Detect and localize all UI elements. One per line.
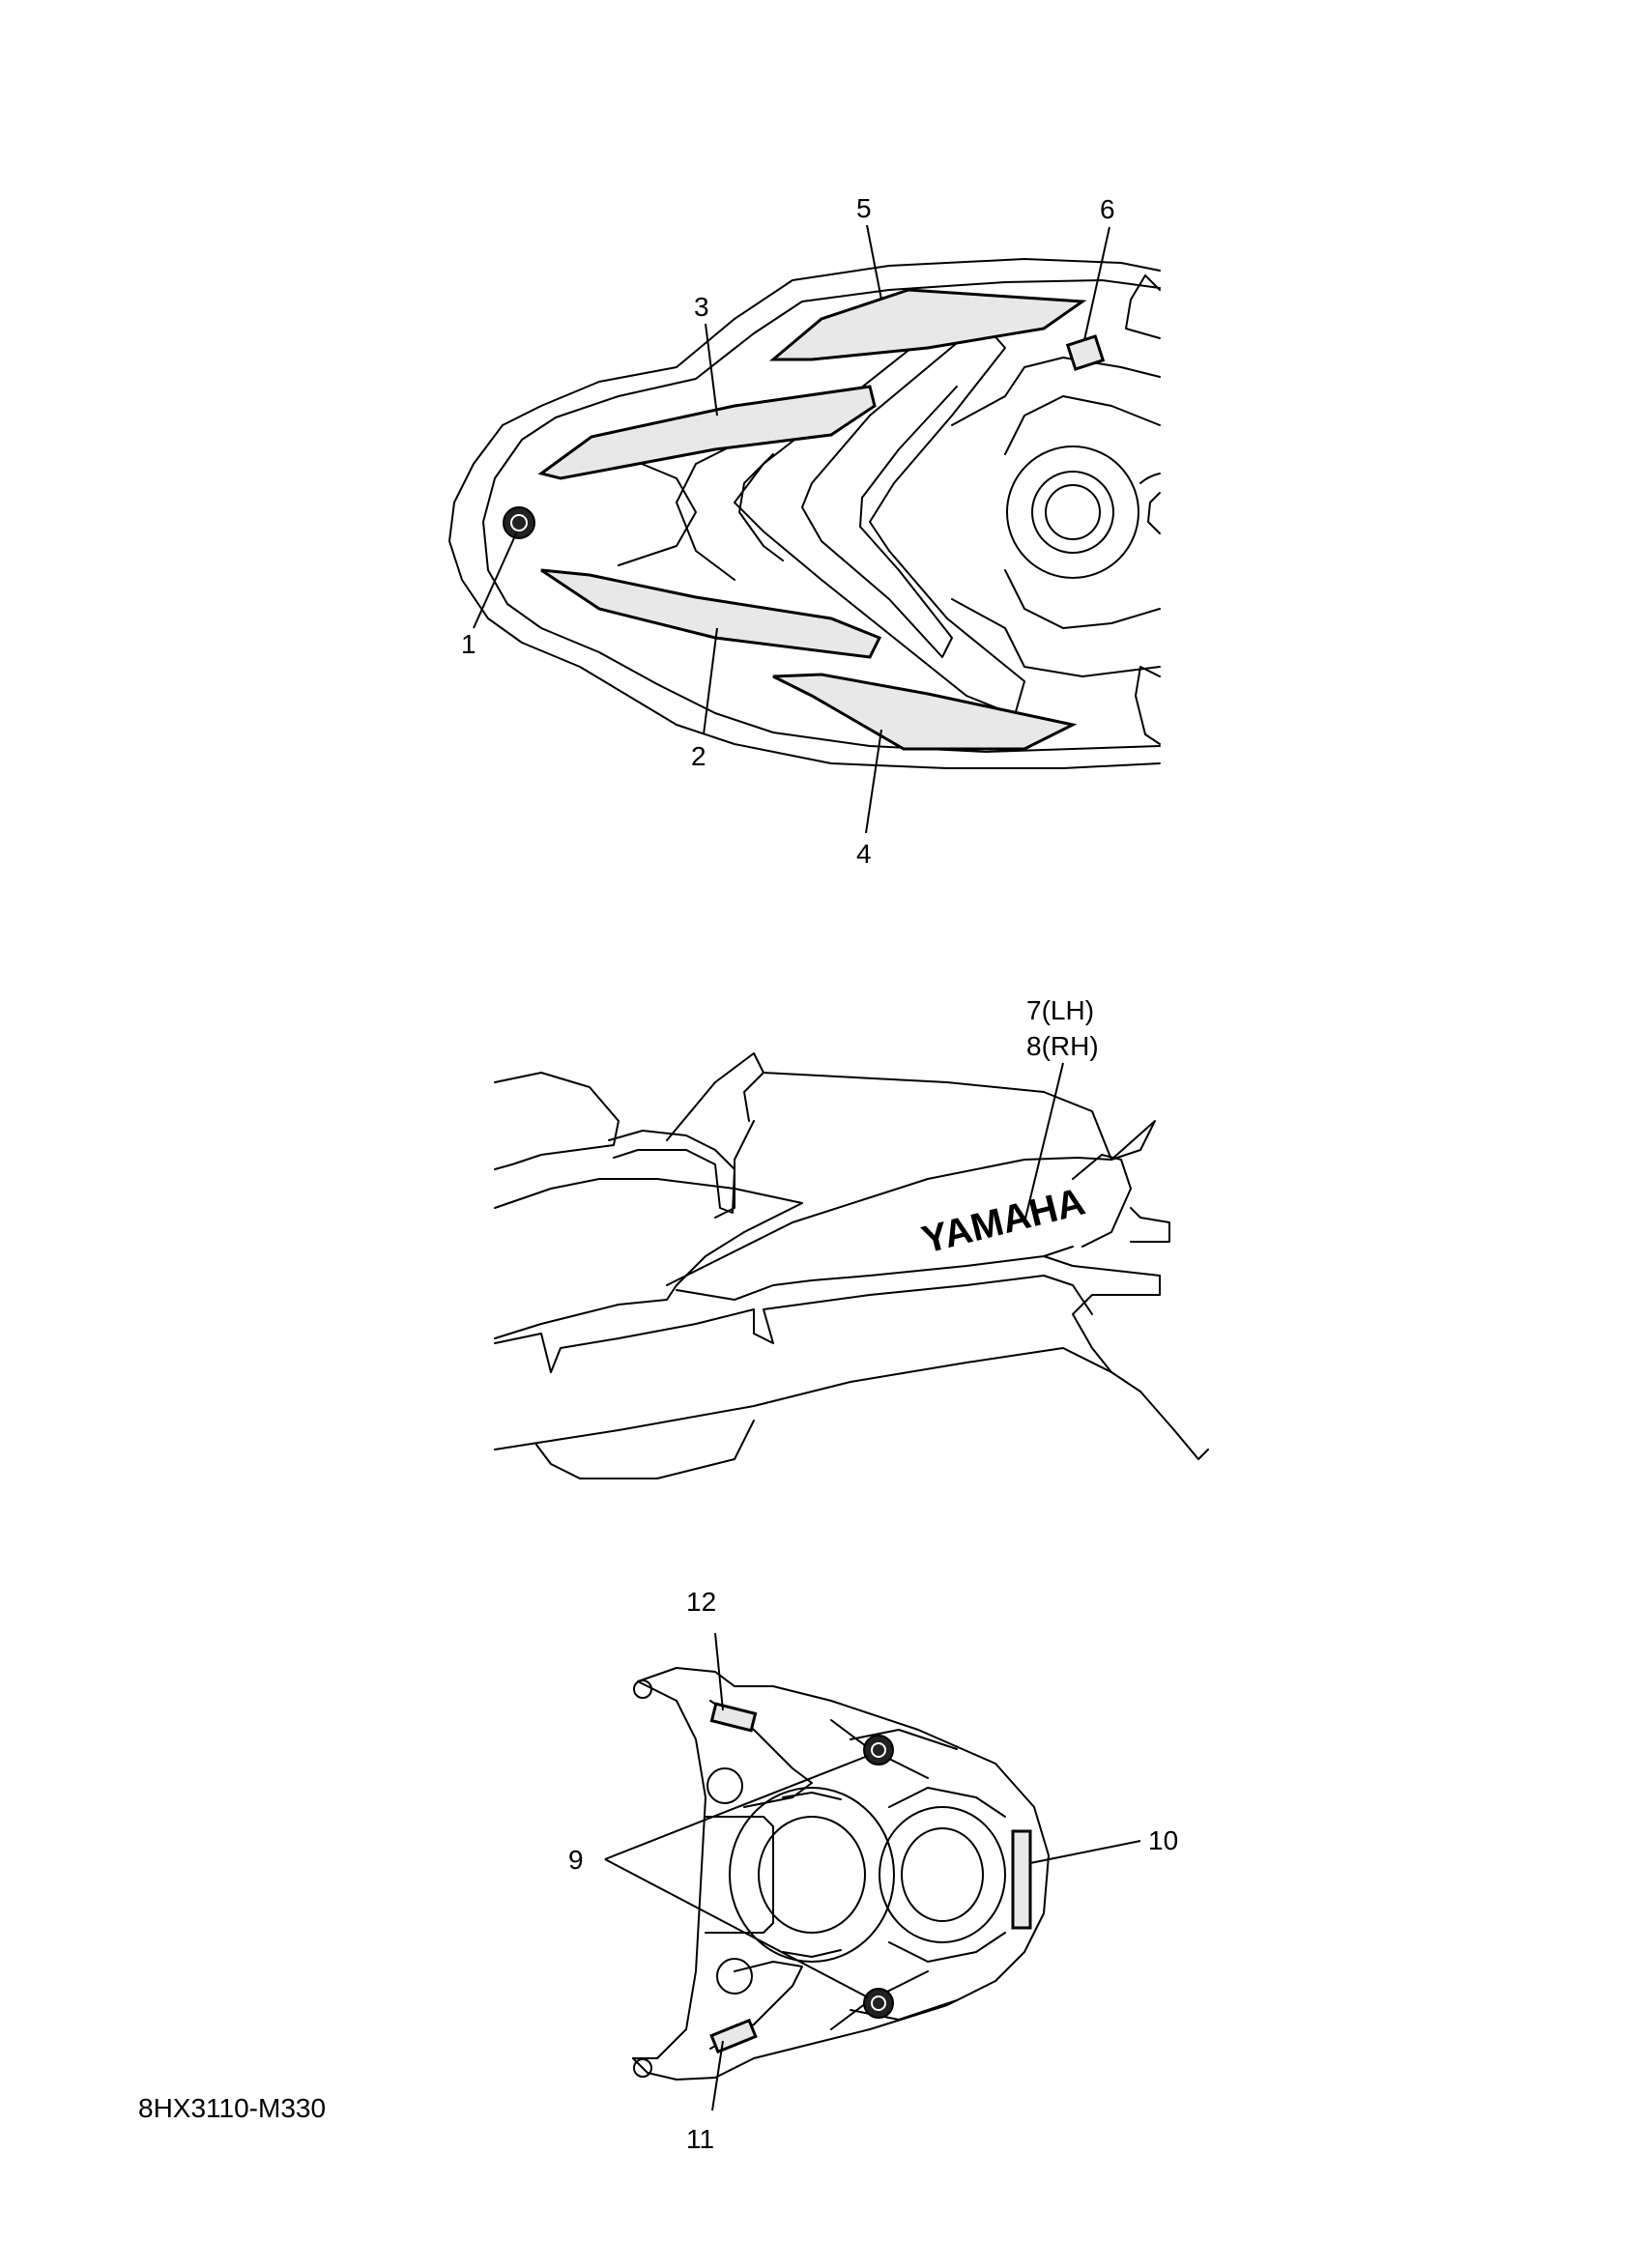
callout-4: 4 xyxy=(856,839,872,869)
callout-7: 7(LH) xyxy=(1026,995,1095,1025)
decal-9-emblem-lower xyxy=(864,1989,893,2018)
callout-11: 11 xyxy=(686,2124,715,2154)
side-view xyxy=(495,1053,1208,1479)
decal-1-emblem xyxy=(504,507,534,538)
callout-12: 12 xyxy=(686,1587,717,1617)
decal-3 xyxy=(541,387,875,478)
callout-10: 10 xyxy=(1148,1825,1179,1855)
callout-2: 2 xyxy=(691,741,706,771)
callout-6: 6 xyxy=(1100,194,1115,224)
rear-deck-top-view xyxy=(605,1633,1140,2110)
callout-5: 5 xyxy=(856,193,872,223)
callout-1: 1 xyxy=(461,629,476,659)
callout-9: 9 xyxy=(568,1845,584,1875)
decal-12 xyxy=(711,1704,755,1731)
decal-9-emblem-upper xyxy=(864,1736,893,1765)
decal-11 xyxy=(711,2021,756,2052)
part-number: 8HX3110-M330 xyxy=(138,2093,327,2123)
yamaha-decal-7-8: YAMAHA xyxy=(917,1180,1089,1262)
decal-5 xyxy=(773,290,1082,359)
callout-3: 3 xyxy=(694,292,709,322)
decal-10 xyxy=(1013,1831,1030,1928)
decal-4 xyxy=(773,675,1073,749)
callout-8: 8(RH) xyxy=(1026,1031,1099,1061)
upper-hull-top-view xyxy=(449,225,1160,833)
decal-2 xyxy=(541,570,879,657)
